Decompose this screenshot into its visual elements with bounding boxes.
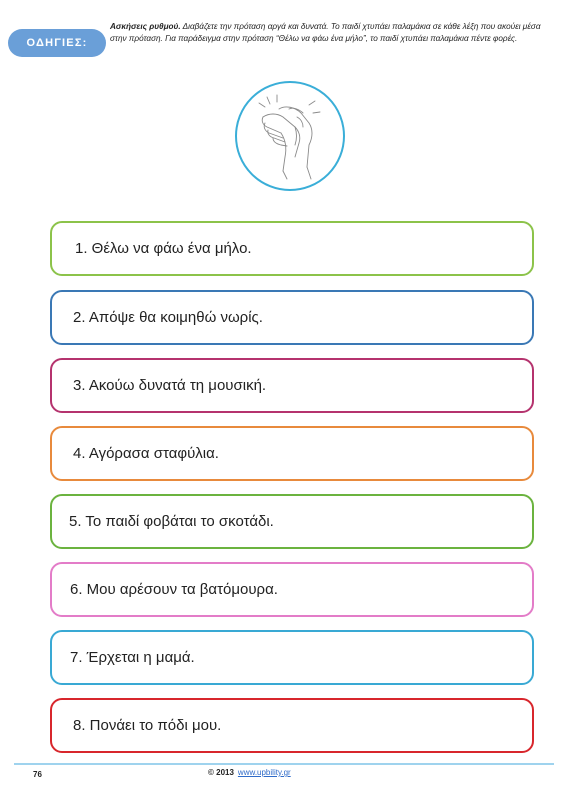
sentence-text: 4. Αγόρασα σταφύλια. bbox=[73, 445, 219, 462]
sentence-text: 6. Μου αρέσουν τα βατόμουρα. bbox=[70, 581, 278, 598]
sentence-box-1 bbox=[50, 221, 534, 276]
sentence-box-6 bbox=[50, 562, 534, 617]
sentence-text: 8. Πονάει το πόδι μου. bbox=[73, 717, 222, 734]
footer-copyright bbox=[208, 768, 291, 777]
footer-divider bbox=[14, 763, 554, 765]
instructions-body: Διαβάζετε την πρόταση αργά και δυνατά. Το παιδί χτυπάει παλαμάκια σε κάθε λέξη που ακούει μέσα στην πρόταση. Για παράδειγμα στην πρόταση “Θέλω να φάω ένα μήλο”, το παιδί χτυπάει παλαμάκια πέντε φορές. bbox=[110, 22, 541, 43]
instructions-text bbox=[110, 21, 556, 45]
sentence-box-4 bbox=[50, 426, 534, 481]
website-link[interactable]: www.upbility.gr bbox=[237, 768, 291, 777]
instructions-badge-label: ΟΔΗΓΙΕΣ: bbox=[26, 37, 88, 49]
clapping-hands-icon bbox=[237, 83, 343, 189]
copyright-text: © 2013 bbox=[208, 768, 234, 777]
sentence-text: 5. Το παιδί φοβάται το σκοτάδι. bbox=[69, 513, 274, 530]
instructions-badge bbox=[8, 29, 106, 57]
sentence-text: 7. Έρχεται η μαμά. bbox=[70, 649, 195, 666]
sentence-text: 3. Ακούω δυνατά τη μουσική. bbox=[73, 377, 267, 394]
clapping-illustration bbox=[235, 81, 345, 191]
instructions-lead: Ασκήσεις ρυθμού. bbox=[110, 22, 181, 31]
sentence-box-7 bbox=[50, 630, 534, 685]
sentence-text: 1. Θέλω να φάω ένα μήλο. bbox=[75, 240, 252, 257]
sentence-box-8 bbox=[50, 698, 534, 753]
sentence-box-2 bbox=[50, 290, 534, 345]
sentence-text: 2. Απόψε θα κοιμηθώ νωρίς. bbox=[73, 309, 263, 326]
sentence-box-5 bbox=[50, 494, 534, 549]
page-number: 76 bbox=[33, 770, 42, 779]
sentence-box-3 bbox=[50, 358, 534, 413]
